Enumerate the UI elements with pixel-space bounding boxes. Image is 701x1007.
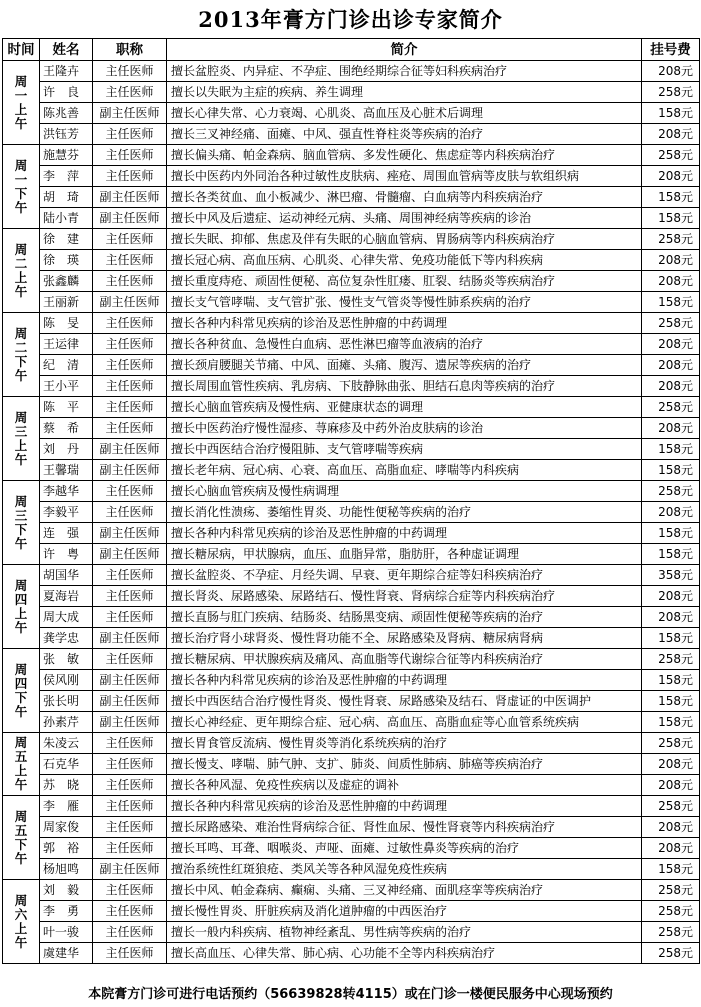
- doctor-title: 副主任医师: [93, 187, 167, 208]
- time-slot-char: 周: [14, 73, 28, 89]
- time-slot-char: 上: [14, 763, 28, 778]
- doctor-title: 主任医师: [93, 607, 167, 628]
- doctor-name: 周大成: [40, 607, 93, 628]
- doctor-title: 副主任医师: [93, 670, 167, 691]
- doctor-fee: 208元: [642, 838, 700, 859]
- table-row: [3, 607, 700, 628]
- doctor-desc: 擅长直肠与肛门疾病、结肠炎、结肠黑变病、顽固性便秘等疾病的治疗: [167, 607, 642, 628]
- table-row: [3, 817, 700, 838]
- time-slot-char: 上: [14, 269, 28, 285]
- time-slot-char: 上: [14, 920, 28, 936]
- table-row: [3, 271, 700, 292]
- time-slot-char: 午: [14, 451, 28, 467]
- doctor-fee: 158元: [642, 439, 700, 460]
- doctor-name: 王隆卉: [40, 61, 93, 82]
- doctor-name: 施慧芬: [40, 145, 93, 166]
- doctor-fee: 208元: [642, 418, 700, 439]
- doctor-name: 许 良: [40, 82, 93, 103]
- time-slot-char: 周: [14, 493, 28, 509]
- header-title: 职称: [93, 39, 167, 61]
- time-slot-cell: [3, 880, 40, 964]
- time-slot-char: 四: [14, 591, 28, 607]
- header-fee: 挂号费: [642, 39, 700, 61]
- doctor-title: 主任医师: [93, 817, 167, 838]
- doctor-desc: 擅长各种内科常见疾病的诊治及恶性肿瘤的中药调理: [167, 523, 642, 544]
- header-desc: 简介: [167, 39, 642, 61]
- doctor-desc: 擅长三叉神经痛、面瘫、中风、强直性脊柱炎等疾病的治疗: [167, 124, 642, 145]
- table-row: [3, 397, 700, 418]
- time-slot-char: 上: [14, 605, 28, 621]
- doctor-fee: 358元: [642, 565, 700, 586]
- doctor-desc: 擅长重度痔疮、顽固性便秘、高位复杂性肛瘘、肛裂、结肠炎等疾病治疗: [167, 271, 642, 292]
- table-row: [3, 439, 700, 460]
- doctor-fee: 208元: [642, 334, 700, 355]
- time-slot-char: 下: [14, 521, 28, 537]
- doctor-fee: 158元: [642, 292, 700, 313]
- time-slot-char: 下: [14, 689, 28, 705]
- doctor-fee: 208元: [642, 271, 700, 292]
- doctor-fee: 158元: [642, 691, 700, 712]
- doctor-desc: 擅长各种贫血、急慢性白血病、恶性淋巴瘤等血液病的治疗: [167, 334, 642, 355]
- doctor-title: 主任医师: [93, 586, 167, 607]
- time-slot-char: 午: [14, 619, 28, 635]
- doctor-desc: 擅长心脑血管疾病及慢性病、亚健康状态的调理: [167, 397, 642, 418]
- doctor-fee: 158元: [642, 523, 700, 544]
- doctor-desc: 擅长一般内科疾病、植物神经紊乱、男性病等疾病的治疗: [167, 922, 642, 943]
- doctor-fee: 158元: [642, 544, 700, 565]
- doctor-name: 陈 旻: [40, 313, 93, 334]
- doctor-title: 主任医师: [93, 565, 167, 586]
- time-slot-char: 五: [14, 822, 28, 838]
- doctor-title: 主任医师: [93, 250, 167, 271]
- doctor-fee: 208元: [642, 817, 700, 838]
- footer-note: 本院膏方门诊可进行电话预约（56639828转4115）或在门诊一楼便民服务中心现场预约: [88, 987, 613, 1002]
- time-slot-char: 午: [14, 934, 28, 950]
- doctor-name: 胡国华: [40, 565, 93, 586]
- doctor-desc: 擅长各类贫血、血小板减少、淋巴瘤、骨髓瘤、白血病等内科疾病治疗: [167, 187, 642, 208]
- doctor-desc: 擅长胃食管反流病、慢性胃炎等消化系统疾病的治疗: [167, 733, 642, 754]
- doctor-name: 刘 毅: [40, 880, 93, 901]
- table-row: [3, 628, 700, 649]
- table-row: [3, 922, 700, 943]
- time-slot-char: 周: [14, 577, 28, 593]
- table-row: [3, 544, 700, 565]
- doctor-title: 主任医师: [93, 796, 167, 817]
- doctor-fee: 258元: [642, 313, 700, 334]
- doctor-title: 主任医师: [93, 355, 167, 376]
- table-row: [3, 754, 700, 775]
- table-row: [3, 166, 700, 187]
- table-row: [3, 712, 700, 733]
- time-slot-cell: [3, 145, 40, 229]
- doctor-title: 副主任医师: [93, 439, 167, 460]
- header-name: 姓名: [40, 39, 93, 61]
- table-row: [3, 208, 700, 229]
- doctor-fee: 208元: [642, 502, 700, 523]
- doctor-desc: 擅长治疗肾小球肾炎、慢性肾功能不全、尿路感染及肾病、糖尿病肾病: [167, 628, 642, 649]
- doctor-name: 侯风刚: [40, 670, 93, 691]
- doctor-title: 主任医师: [93, 922, 167, 943]
- time-slot-char: 午: [14, 850, 28, 866]
- table-row: [3, 313, 700, 334]
- doctor-name: 王运律: [40, 334, 93, 355]
- time-slot-char: 四: [14, 675, 28, 691]
- doctor-title: 主任医师: [93, 166, 167, 187]
- doctor-title: 副主任医师: [93, 691, 167, 712]
- doctor-title: 主任医师: [93, 418, 167, 439]
- doctor-fee: 208元: [642, 586, 700, 607]
- table-row: [3, 124, 700, 145]
- doctor-title: 主任医师: [93, 145, 167, 166]
- doctor-name: 张长明: [40, 691, 93, 712]
- doctor-name: 苏 晓: [40, 775, 93, 796]
- time-slot-char: 午: [14, 199, 28, 215]
- doctor-title: 主任医师: [93, 82, 167, 103]
- time-slot-char: 周: [14, 661, 28, 677]
- time-slot-char: 周: [14, 157, 28, 173]
- table-header-row: [3, 39, 700, 61]
- doctor-name: 纪 清: [40, 355, 93, 376]
- table-row: [3, 103, 700, 124]
- doctor-title: 主任医师: [93, 502, 167, 523]
- doctor-fee: 258元: [642, 397, 700, 418]
- doctor-desc: 擅长冠心病、高血压病、心肌炎、心律失常、免疫功能低下等内科疾病: [167, 250, 642, 271]
- doctor-name: 洪钰芳: [40, 124, 93, 145]
- doctor-fee: 208元: [642, 124, 700, 145]
- doctor-name: 刘 丹: [40, 439, 93, 460]
- doctor-fee: 208元: [642, 376, 700, 397]
- doctor-desc: 擅长盆腔炎、不孕症、月经失调、早衰、更年期综合症等妇科疾病治疗: [167, 565, 642, 586]
- doctor-desc: 擅长肾炎、尿路感染、尿路结石、慢性肾衰、肾病综合症等内科疾病治疗: [167, 586, 642, 607]
- doctor-name: 李 萍: [40, 166, 93, 187]
- doctor-desc: 擅长心神经症、更年期综合症、冠心病、高血压、高脂血症等心血管系统疾病: [167, 712, 642, 733]
- doctor-desc: 擅长慢支、哮喘、肺气肿、支扩、肺炎、间质性肺病、肺癌等疾病治疗: [167, 754, 642, 775]
- doctor-name: 王小平: [40, 376, 93, 397]
- doctor-desc: 擅长尿路感染、难治性肾病综合征、肾性血尿、慢性肾衰等内科疾病治疗: [167, 817, 642, 838]
- doctor-desc: 擅长中医药内外同治各种过敏性皮肤病、痤疮、周围血管病等皮肤与软组织病: [167, 166, 642, 187]
- time-slot-cell: [3, 649, 40, 733]
- doctor-fee: 208元: [642, 355, 700, 376]
- time-slot-char: 午: [14, 535, 28, 551]
- doctor-title: 主任医师: [93, 754, 167, 775]
- doctor-fee: 258元: [642, 145, 700, 166]
- doctor-title: 主任医师: [93, 880, 167, 901]
- table-row: [3, 901, 700, 922]
- doctor-fee: 208元: [642, 775, 700, 796]
- time-slot-char: 下: [14, 353, 28, 369]
- time-slot-char: 下: [14, 836, 28, 852]
- doctor-fee: 158元: [642, 208, 700, 229]
- doctor-name: 朱凌云: [40, 733, 93, 754]
- doctor-desc: 擅长以失眠为主症的疾病、养生调理: [167, 82, 642, 103]
- time-slot-char: 午: [14, 283, 28, 299]
- table-row: [3, 502, 700, 523]
- doctor-desc: 擅长颈肩腰腿关节痛、中风、面瘫、头痛、腹泻、遗尿等疾病的治疗: [167, 355, 642, 376]
- doctor-name: 龚学忠: [40, 628, 93, 649]
- time-slot-char: 周: [14, 241, 28, 257]
- doctor-name: 连 强: [40, 523, 93, 544]
- doctor-desc: 擅长高血压、心律失常、肺心病、心功能不全等内科疾病治疗: [167, 943, 642, 964]
- time-slot-char: 下: [14, 185, 28, 201]
- doctor-title: 主任医师: [93, 838, 167, 859]
- doctor-title: 副主任医师: [93, 460, 167, 481]
- doctor-name: 陈兆善: [40, 103, 93, 124]
- time-slot-char: 三: [14, 507, 28, 523]
- doctor-name: 陈 平: [40, 397, 93, 418]
- table-body: [3, 61, 700, 964]
- doctor-desc: 擅长各种内科常见疾病的诊治及恶性肿瘤的中药调理: [167, 796, 642, 817]
- page-title: 2013年膏方门诊出诊专家简介: [198, 7, 503, 32]
- time-slot-char: 一: [14, 171, 28, 187]
- time-slot-cell: [3, 733, 40, 796]
- doctor-title: 副主任医师: [93, 544, 167, 565]
- doctor-name: 张鑫麟: [40, 271, 93, 292]
- time-slot-char: 午: [14, 703, 28, 719]
- doctor-name: 王丽新: [40, 292, 93, 313]
- doctor-title: 主任医师: [93, 271, 167, 292]
- time-slot-char: 三: [14, 423, 28, 439]
- doctor-fee: 258元: [642, 922, 700, 943]
- table-row: [3, 943, 700, 964]
- doctor-title: 主任医师: [93, 649, 167, 670]
- doctor-name: 徐 瑛: [40, 250, 93, 271]
- doctor-desc: 擅治系统性红斑狼疮、类风关等各种风湿免疫性疾病: [167, 859, 642, 880]
- doctor-desc: 擅长糖尿病，甲状腺病，血压、血脂异常，脂肪肝，各种虚证调理: [167, 544, 642, 565]
- doctor-title: 主任医师: [93, 481, 167, 502]
- doctor-name: 胡 琦: [40, 187, 93, 208]
- doctor-desc: 擅长盆腔炎、内异症、不孕症、围绝经期综合征等妇科疾病治疗: [167, 61, 642, 82]
- table-row: [3, 376, 700, 397]
- table-row: [3, 691, 700, 712]
- doctor-desc: 擅长糖尿病、甲状腺疾病及痛风、高血脂等代谢综合征等内科疾病治疗: [167, 649, 642, 670]
- doctor-name: 李越华: [40, 481, 93, 502]
- doctor-fee: 208元: [642, 754, 700, 775]
- doctor-fee: 258元: [642, 880, 700, 901]
- doctor-title: 主任医师: [93, 124, 167, 145]
- table-row: [3, 523, 700, 544]
- table-row: [3, 838, 700, 859]
- doctor-desc: 擅长中风、帕金森病、癫痫、头痛、三叉神经痛、面肌痉挛等疾病治疗: [167, 880, 642, 901]
- table-row: [3, 460, 700, 481]
- doctor-title: 副主任医师: [93, 292, 167, 313]
- doctor-fee: 208元: [642, 607, 700, 628]
- doctor-title: 主任医师: [93, 376, 167, 397]
- doctor-fee: 208元: [642, 61, 700, 82]
- doctor-desc: 擅长各种风湿、免疫性疾病以及虚症的调补: [167, 775, 642, 796]
- doctor-fee: 158元: [642, 628, 700, 649]
- header-time: 时间: [3, 39, 40, 61]
- doctor-title: 副主任医师: [93, 103, 167, 124]
- time-slot-cell: [3, 61, 40, 145]
- doctor-fee: 158元: [642, 670, 700, 691]
- doctor-title: 副主任医师: [93, 712, 167, 733]
- table-row: [3, 418, 700, 439]
- table-row: [3, 187, 700, 208]
- table-row: [3, 61, 700, 82]
- doctor-fee: 158元: [642, 859, 700, 880]
- doctor-fee: 258元: [642, 796, 700, 817]
- table-row: [3, 145, 700, 166]
- doctor-name: 徐 建: [40, 229, 93, 250]
- table-row: [3, 880, 700, 901]
- time-slot-char: 五: [14, 749, 28, 764]
- doctor-title: 主任医师: [93, 775, 167, 796]
- doctor-title: 副主任医师: [93, 523, 167, 544]
- doctor-desc: 擅长各种内科常见疾病的诊治及恶性肿瘤的中药调理: [167, 313, 642, 334]
- doctor-title: 主任医师: [93, 943, 167, 964]
- doctor-fee: 258元: [642, 82, 700, 103]
- doctor-name: 许 粤: [40, 544, 93, 565]
- time-slot-char: 周: [14, 735, 28, 750]
- doctor-fee: 158元: [642, 103, 700, 124]
- doctor-title: 主任医师: [93, 313, 167, 334]
- time-slot-char: 周: [14, 808, 28, 824]
- doctor-name: 孙素芹: [40, 712, 93, 733]
- time-slot-cell: [3, 397, 40, 481]
- schedule-table: [2, 38, 700, 964]
- doctor-fee: 258元: [642, 733, 700, 754]
- time-slot-char: 二: [14, 255, 28, 271]
- doctor-name: 杨旭鸣: [40, 859, 93, 880]
- doctor-name: 郭 裕: [40, 838, 93, 859]
- doctor-desc: 擅长周围血管性疾病、乳房病、下肢静脉曲张、胆结石息肉等疾病的治疗: [167, 376, 642, 397]
- time-slot-char: 周: [14, 325, 28, 341]
- doctor-name: 蔡 希: [40, 418, 93, 439]
- doctor-desc: 擅长中风及后遗症、运动神经元病、头痛、周围神经病等疾病的诊治: [167, 208, 642, 229]
- time-slot-char: 周: [14, 892, 28, 908]
- doctor-fee: 258元: [642, 481, 700, 502]
- table-row: [3, 355, 700, 376]
- doctor-desc: 擅长老年病、冠心病、心衰、高血压、高脂血症、哮喘等内科疾病: [167, 460, 642, 481]
- doctor-name: 陆小青: [40, 208, 93, 229]
- doctor-fee: 258元: [642, 943, 700, 964]
- doctor-title: 主任医师: [93, 229, 167, 250]
- doctor-desc: 擅长失眠、抑郁、焦虑及伴有失眠的心脑血管病、胃肠病等内科疾病治疗: [167, 229, 642, 250]
- table-row: [3, 859, 700, 880]
- doctor-desc: 擅长支气管哮喘、支气管扩张、慢性支气管炎等慢性肺系疾病的治疗: [167, 292, 642, 313]
- doctor-desc: 擅长中西医结合治疗慢性肾炎、慢性肾衰、尿路感染及结石、肾虚证的中医调护: [167, 691, 642, 712]
- doctor-fee: 258元: [642, 229, 700, 250]
- time-slot-char: 一: [14, 87, 28, 103]
- time-slot-char: 上: [14, 437, 28, 453]
- table-row: [3, 733, 700, 754]
- doctor-name: 石克华: [40, 754, 93, 775]
- table-row: [3, 565, 700, 586]
- doctor-name: 叶一骏: [40, 922, 93, 943]
- doctor-fee: 208元: [642, 166, 700, 187]
- doctor-desc: 擅长慢性胃炎、肝脏疾病及消化道肿瘤的中西医治疗: [167, 901, 642, 922]
- time-slot-char: 午: [14, 115, 28, 131]
- table-row: [3, 82, 700, 103]
- table-row: [3, 334, 700, 355]
- doctor-name: 李 雁: [40, 796, 93, 817]
- table-row: [3, 250, 700, 271]
- doctor-fee: 158元: [642, 187, 700, 208]
- doctor-desc: 擅长心律失常、心力衰竭、心肌炎、高血压及心脏术后调理: [167, 103, 642, 124]
- doctor-desc: 擅长消化性溃疡、萎缩性胃炎、功能性便秘等疾病的治疗: [167, 502, 642, 523]
- table-row: [3, 292, 700, 313]
- doctor-title: 主任医师: [93, 397, 167, 418]
- table-row: [3, 670, 700, 691]
- doctor-desc: 擅长各种内科常见疾病的诊治及恶性肿瘤的中药调理: [167, 670, 642, 691]
- doctor-desc: 擅长心脑血管疾病及慢性病调理: [167, 481, 642, 502]
- time-slot-char: 午: [14, 777, 28, 792]
- time-slot-cell: [3, 796, 40, 880]
- doctor-desc: 擅长中西医结合治疗慢阻肺、支气管哮喘等疾病: [167, 439, 642, 460]
- table-row: [3, 586, 700, 607]
- doctor-fee: 258元: [642, 649, 700, 670]
- time-slot-char: 上: [14, 101, 28, 117]
- doctor-fee: 158元: [642, 460, 700, 481]
- doctor-name: 李毅平: [40, 502, 93, 523]
- table-row: [3, 481, 700, 502]
- doctor-title: 副主任医师: [93, 859, 167, 880]
- doctor-name: 李 勇: [40, 901, 93, 922]
- time-slot-char: 午: [14, 367, 28, 383]
- doctor-title: 主任医师: [93, 901, 167, 922]
- time-slot-char: 六: [14, 906, 28, 922]
- doctor-title: 副主任医师: [93, 208, 167, 229]
- doctor-fee: 258元: [642, 901, 700, 922]
- doctor-title: 主任医师: [93, 334, 167, 355]
- doctor-name: 周家俊: [40, 817, 93, 838]
- time-slot-cell: [3, 229, 40, 313]
- doctor-title: 副主任医师: [93, 628, 167, 649]
- doctor-desc: 擅长中医药治疗慢性湿疹、荨麻疹及中药外治皮肤病的诊治: [167, 418, 642, 439]
- time-slot-char: 周: [14, 409, 28, 425]
- table-row: [3, 796, 700, 817]
- doctor-name: 虞建华: [40, 943, 93, 964]
- doctor-name: 张 敏: [40, 649, 93, 670]
- doctor-name: 王馨瑞: [40, 460, 93, 481]
- doctor-desc: 擅长耳鸣、耳聋、咽喉炎、声哑、面瘫、过敏性鼻炎等疾病的治疗: [167, 838, 642, 859]
- doctor-title: 主任医师: [93, 61, 167, 82]
- time-slot-cell: [3, 481, 40, 565]
- doctor-fee: 158元: [642, 712, 700, 733]
- time-slot-cell: [3, 313, 40, 397]
- table-row: [3, 229, 700, 250]
- table-row: [3, 649, 700, 670]
- doctor-fee: 208元: [642, 250, 700, 271]
- time-slot-cell: [3, 565, 40, 649]
- doctor-title: 主任医师: [93, 733, 167, 754]
- doctor-name: 夏海岩: [40, 586, 93, 607]
- doctor-desc: 擅长偏头痛、帕金森病、脑血管病、多发性硬化、焦虑症等内科疾病治疗: [167, 145, 642, 166]
- time-slot-char: 二: [14, 339, 28, 355]
- table-row: [3, 775, 700, 796]
